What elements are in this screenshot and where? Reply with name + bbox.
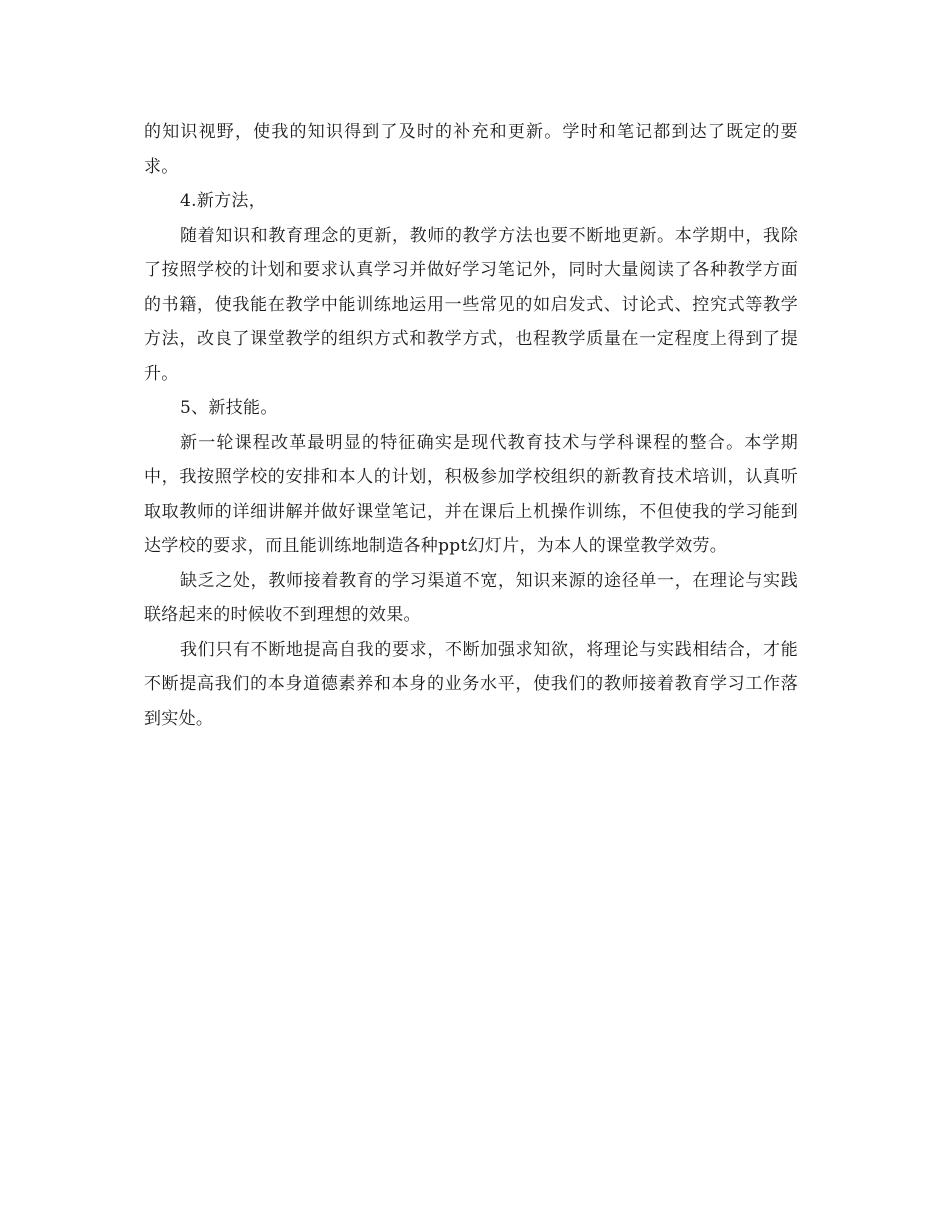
paragraph-continuation: 的知识视野，使我的知识得到了及时的补充和更新。学时和笔记都到达了既定的要求。 [144, 122, 798, 177]
paragraph-conclusion: 我们只有不断地提高自我的要求，不断加强求知欲，将理论与实践相结合，才能不断提高我们的本身道德素养和本身的业务水平，使我们的教师接着教育学习工作落到实处。 [144, 639, 798, 729]
paragraph-new-skills: 新一轮课程改革最明显的特征确实是现代教育技术与学科课程的整合。本学期中，我按照学校的安排和本人的计划，积极参加学校组织的新教育技术培训，认真听取取教师的详细讲解并做好课堂笔记，并在课后上机操作训练，不但使我的学习能到达学校的要求，而且能训练地制造各种ppt幻灯片，为本人的课堂教学效劳。 [144, 432, 798, 556]
section-heading-new-methods: 4.新方法， [180, 191, 267, 211]
paragraph-shortcomings: 缺乏之处，教师接着教育的学习渠道不宽，知识来源的途径单一，在理论与实践联络起来的时候收不到理想的效果。 [144, 570, 798, 625]
section-heading-new-skills: 5、新技能。 [180, 398, 278, 418]
paragraph-new-methods: 随着知识和教育理念的更新，教师的教学方法也要不断地更新。本学期中，我除了按照学校的计划和要求认真学习并做好学习笔记外，同时大量阅读了各种教学方面的书籍，使我能在教学中能训练地运用一些常见的如启发式、讨论式、控究式等教学方法，改良了课堂教学的组织方式和教学方式，也程教学质量在一定程度上得到了提升。 [144, 225, 798, 384]
document-body [144, 115, 798, 736]
